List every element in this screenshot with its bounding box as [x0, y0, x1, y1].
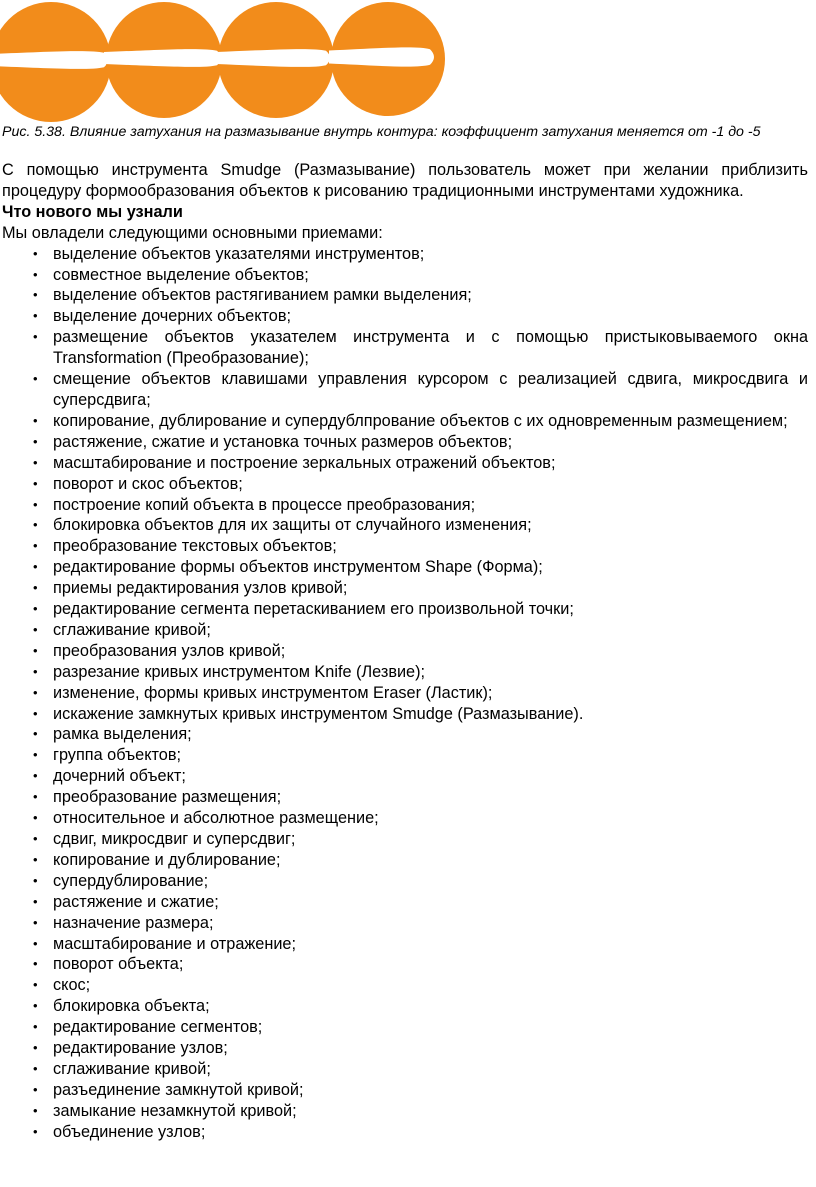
list-item — [2, 913, 808, 934]
bullet-icon: • — [33, 580, 38, 596]
list-item-text: масштабирование и отражение; — [53, 934, 296, 953]
list-item — [2, 265, 808, 286]
list-item — [2, 578, 808, 599]
bullet-icon: • — [33, 768, 38, 784]
bullet-icon: • — [33, 621, 38, 637]
list-item-text: преобразования узлов кривой; — [53, 641, 286, 660]
list-item-text: совместное выделение объектов; — [53, 265, 309, 284]
list-item-text: поворот объекта; — [53, 955, 184, 974]
list-item-text: объединение узлов; — [53, 1122, 206, 1141]
bullet-icon: • — [33, 601, 38, 617]
bullet-icon: • — [33, 1060, 38, 1076]
list-item — [2, 474, 808, 495]
bullet-icon: • — [33, 851, 38, 867]
list-item-text: разрезание кривых инструментом Knife (Лезвие); — [53, 662, 426, 681]
bullet-icon: • — [33, 329, 38, 345]
list-item-text: размещение объектов указателем инструмента и с помощью пристыковываемого окна Transformation (Преобразование); — [53, 328, 808, 368]
list-item-text: выделение дочерних объектов; — [53, 307, 292, 326]
list-item-text: скос; — [53, 976, 91, 995]
bullet-icon: • — [33, 810, 38, 826]
list-item-text: искажение замкнутых кривых инструментом Smudge (Размазывание). — [53, 704, 584, 723]
bullet-icon: • — [33, 1081, 38, 1097]
list-item-text: блокировка объектов для их защиты от случайного изменения; — [53, 516, 532, 535]
bullet-icon: • — [33, 371, 38, 387]
list-item — [2, 808, 808, 829]
list-item-text: растяжение и сжатие; — [53, 892, 219, 911]
list-item-text: редактирование сегментов; — [53, 1018, 263, 1037]
list-item-text: сглаживание кривой; — [53, 1059, 211, 1078]
bullet-icon: • — [33, 412, 38, 428]
list-item-text: копирование, дублирование и супердублпрование объектов с их одновременным размещением; — [53, 411, 788, 430]
list-item — [2, 1122, 808, 1143]
smudge-shape-3 — [216, 2, 334, 118]
list-item — [2, 306, 808, 327]
list-item — [2, 285, 808, 306]
bullet-icon: • — [33, 684, 38, 700]
bullet-icon: • — [33, 914, 38, 930]
list-item-text: назначение размера; — [53, 913, 214, 932]
list-item — [2, 327, 808, 369]
bullet-icon: • — [33, 663, 38, 679]
list-item — [2, 411, 808, 432]
list-intro: Мы овладели следующими основными приемами: — [2, 223, 383, 242]
bullet-icon: • — [33, 831, 38, 846]
document-body — [2, 160, 808, 1143]
bullet-icon: • — [33, 308, 38, 324]
list-item — [2, 536, 808, 557]
list-item — [2, 954, 808, 975]
list-item-text: копирование и дублирование; — [53, 850, 281, 869]
smudge-figure — [0, 0, 450, 122]
smudge-figure-graphic — [0, 0, 450, 122]
list-item-text: изменение, формы кривых инструментом Eraser (Ластик); — [53, 683, 493, 702]
list-item — [2, 934, 808, 955]
list-item-text: преобразование размещения; — [53, 788, 282, 807]
list-item-text: растяжение, сжатие и установка точных размеров объектов; — [53, 432, 513, 451]
list-item-text: смещение объектов клавишами управления курсором с реализацией сдвига, микросдвига и суперсдвига; — [53, 370, 808, 409]
list-item-text: супердублирование; — [53, 871, 209, 890]
list-item — [2, 850, 808, 871]
bullet-icon: • — [33, 726, 38, 742]
list-item — [2, 871, 808, 892]
list-item — [2, 745, 808, 766]
list-item — [2, 829, 808, 850]
bullet-icon: • — [33, 1040, 38, 1056]
list-item — [2, 704, 808, 725]
bullet-icon: • — [33, 977, 38, 993]
list-item — [2, 1038, 808, 1059]
list-item-text: преобразование текстовых объектов; — [53, 537, 337, 556]
list-item — [2, 599, 808, 620]
list-item-text: редактирование узлов; — [53, 1039, 228, 1058]
list-item — [2, 495, 808, 516]
bullet-icon: • — [33, 893, 38, 909]
intro-paragraph: С помощью инструмента Smudge (Размазывание) пользователь может при желании приблизить процедуру формообразования объектов к рисованию традиционными инструментами художника. — [2, 161, 808, 200]
smudge-shape-1 — [0, 2, 111, 122]
list-item — [2, 1059, 808, 1080]
list-item-text: выделение объектов растягиванием рамки выделения; — [53, 286, 472, 305]
list-item — [2, 683, 808, 704]
list-item-text: поворот и скос объектов; — [53, 474, 243, 493]
bullet-icon: • — [33, 705, 38, 721]
smudge-shape-2 — [104, 2, 222, 118]
list-item-text: сдвиг, микросдвиг и суперсдвиг; — [53, 830, 296, 848]
bullet-icon: • — [33, 1123, 38, 1139]
figure-caption: Рис. 5.38. Влияние затухания на размазывание внутрь контура: коэффициент затухания меняется от -1 до -5 — [2, 124, 761, 140]
list-item — [2, 557, 808, 578]
list-item — [2, 432, 808, 453]
bullet-icon: • — [33, 433, 38, 449]
list-item-text: группа объектов; — [53, 746, 182, 765]
bullet-icon: • — [33, 872, 38, 888]
list-item — [2, 975, 808, 996]
list-item — [2, 766, 808, 787]
bullet-icon: • — [33, 454, 38, 470]
list-item — [2, 620, 808, 641]
list-item-text: построение копий объекта в процессе преобразования; — [53, 495, 476, 514]
bullet-icon: • — [33, 998, 38, 1014]
list-item — [2, 787, 808, 808]
bullet-icon: • — [33, 517, 38, 533]
bullet-icon: • — [33, 956, 38, 972]
smudge-shape-4 — [329, 2, 445, 116]
list-item — [2, 1017, 808, 1038]
list-item — [2, 1080, 808, 1101]
list-item — [2, 453, 808, 474]
bullet-icon: • — [33, 789, 38, 805]
list-item-text: приемы редактирования узлов кривой; — [53, 579, 348, 598]
list-item-text: блокировка объекта; — [53, 997, 210, 1016]
list-item — [2, 996, 808, 1017]
list-item-text: редактирование формы объектов инструментом Shape (Форма); — [53, 558, 543, 577]
list-item-text: сглаживание кривой; — [53, 620, 211, 639]
list-item-text: дочерний объект; — [53, 767, 186, 786]
list-item-text: разъединение замкнутой кривой; — [53, 1080, 304, 1099]
bullet-icon: • — [33, 475, 38, 491]
skills-list — [2, 244, 808, 1143]
list-item-text: масштабирование и построение зеркальных отражений объектов; — [53, 453, 556, 472]
list-item — [2, 1101, 808, 1122]
list-item — [2, 515, 808, 536]
bullet-icon: • — [33, 287, 38, 303]
bullet-icon: • — [33, 1019, 38, 1035]
list-item — [2, 369, 808, 411]
bullet-icon: • — [33, 538, 38, 554]
list-item — [2, 244, 808, 265]
bullet-icon: • — [33, 642, 38, 658]
bullet-icon: • — [33, 1102, 38, 1118]
bullet-icon: • — [33, 559, 38, 575]
list-item — [2, 641, 808, 662]
bullet-icon: • — [33, 496, 38, 512]
bullet-icon: • — [33, 245, 38, 261]
list-item — [2, 662, 808, 683]
list-item-text: относительное и абсолютное размещение; — [53, 809, 379, 828]
section-heading: Что нового мы узнали — [2, 202, 183, 221]
list-item-text: рамка выделения; — [53, 725, 192, 744]
bullet-icon: • — [33, 747, 38, 763]
list-item-text: редактирование сегмента перетаскиванием его произвольной точки; — [53, 600, 574, 619]
bullet-icon: • — [33, 935, 38, 951]
list-item-text: выделение объектов указателями инструментов; — [53, 244, 425, 263]
bullet-icon: • — [33, 266, 38, 282]
list-item-text: замыкание незамкнутой кривой; — [53, 1101, 297, 1120]
list-item — [2, 892, 808, 913]
list-item — [2, 724, 808, 745]
